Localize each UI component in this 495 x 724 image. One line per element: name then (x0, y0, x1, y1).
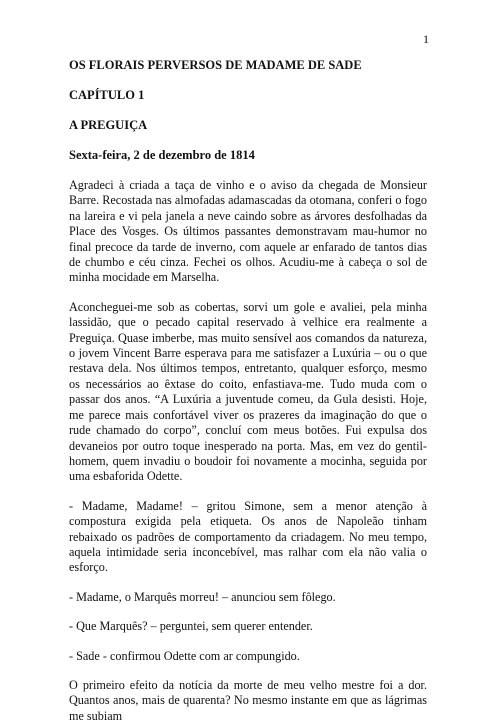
book-title: OS FLORAIS PERVERSOS DE MADAME DE SADE (69, 58, 362, 72)
paragraph: - Madame, o Marquês morreu! – anunciou sem fôlego. (69, 589, 336, 604)
document-body (69, 58, 427, 724)
paragraph: Agradeci à criada a taça de vinho e o aviso da chegada de Monsieur Barre. Recostada nas almofadas adamascadas da otomana, conferi o fogo na lareira e vi pela janela a neve caindo sobre as árvores desfolhadas da Place des Vosges. Os últimos passantes demonstravam mau-humor no final precoce da tarde de inverno, com aquele ar enfarado de tantos dias de chumbo e céu cinza. Fechei os olhos. Acudiu-me à cabeça o sol de minha mocidade em Marselha. (69, 178, 427, 285)
entry-date: Sexta-feira, 2 de dezembro de 1814 (69, 148, 255, 162)
page-number: 1 (423, 32, 429, 46)
paragraph: - Sade - confirmou Odette com ar compungido. (69, 648, 300, 663)
chapter-heading: CAPÍTULO 1 (69, 88, 145, 102)
paragraph: - Que Marquês? – perguntei, sem querer entender. (69, 619, 313, 634)
paragraph: O primeiro efeito da notícia da morte de meu velho mestre foi a dor. Quantos anos, mais de quarenta? No mesmo instante em que as lágrimas me subiam (69, 677, 427, 723)
paragraph: Aconcheguei-me sob as cobertas, sorvi um gole e avaliei, pela minha lassidão, que o pecado capital reservado à velhice era realmente a Preguiça. Quase imberbe, mas muito sensível aos comandos da natureza, o jovem Vincent Barre esperava para me satisfazer a Luxúria – ou o que restava dela. Nos últimos tempos, entretanto, qualquer esforço, mesmo os necessários ao êxtase do coito, enfastiava-me. Tudo muda com o passar dos anos. “A Luxúria a juventude comeu, da Gula desisti. Hoje, me parece mais confortável viver os prazeres da imaginação do que o rude chamado do corpo”, concluí com meus botões. Fui expulsa dos devaneios por outro toque inesperado na porta. Mas, em vez do gentil-homem, quem invadiu o boudoir foi novamente a mocinha, seguida por uma esbaforida Odette. (69, 299, 427, 484)
paragraph: - Madame, Madame! – gritou Simone, sem a menor atenção à compostura exigida pela etiqueta. Os anos de Napoleão tinham rebaixado os padrões de comportamento da criadagem. No meu tempo, aquela intimidade seria inconcebível, mas ralhar com ela não valia o esforço. (69, 498, 427, 575)
section-heading: A PREGUIÇA (69, 118, 148, 132)
